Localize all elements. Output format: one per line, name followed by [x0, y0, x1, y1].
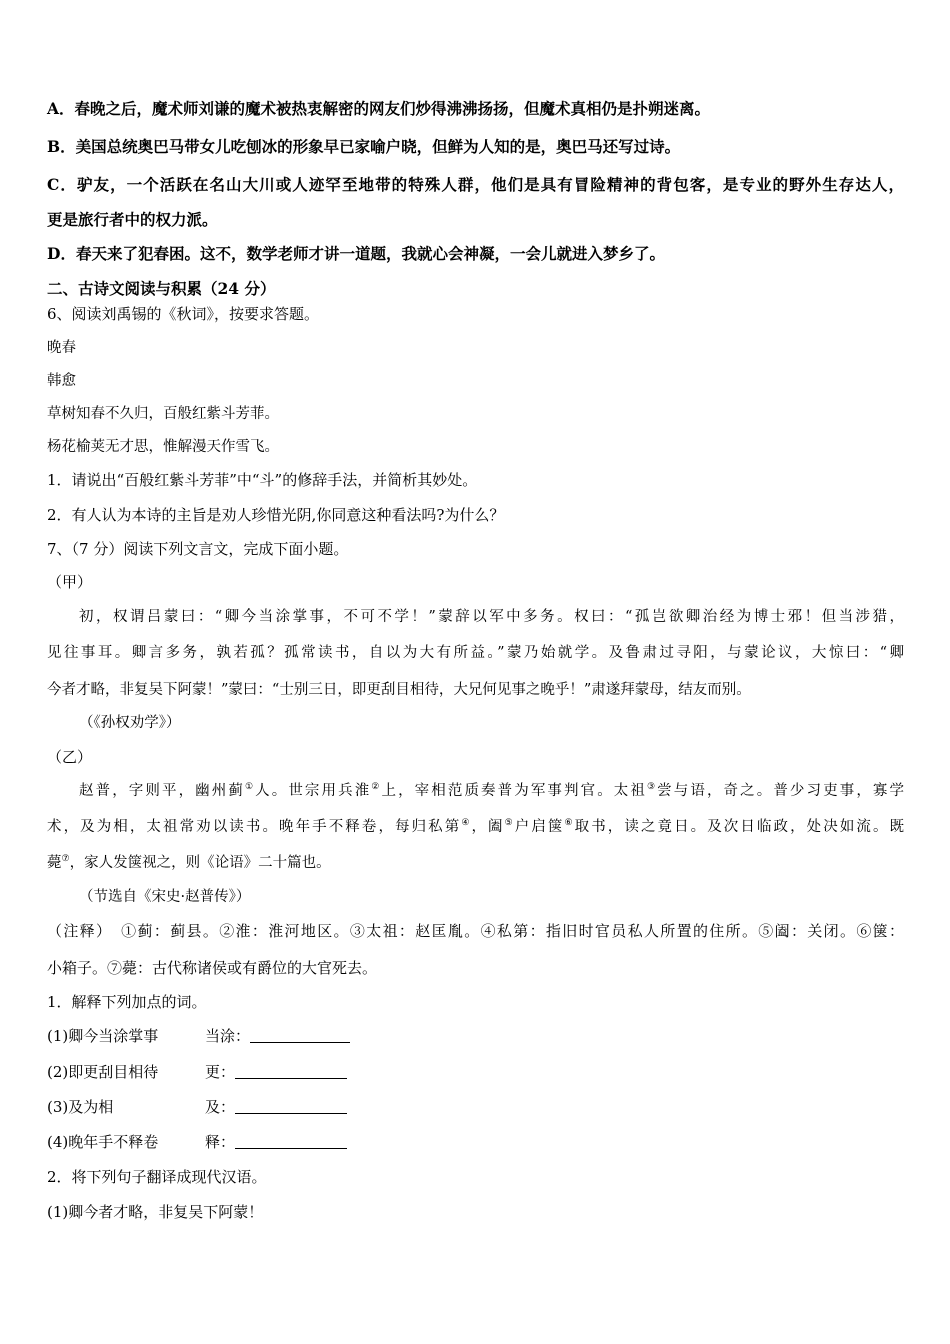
yi-label: （乙）: [47, 748, 93, 766]
note-ref-4: ④: [461, 818, 472, 828]
option-d: D．春天来了犯春困。这不，数学老师才讲一道题，我就心会神凝，一会儿就进入梦乡了。: [47, 244, 665, 263]
section-heading: 二、古诗文阅读与积累（24 分）: [47, 279, 276, 298]
jia-label: （甲）: [47, 573, 93, 591]
poem-line-2: 杨花榆荚无才思，惟解漫天作雪飞。: [47, 439, 279, 455]
q6-intro: 6、阅读刘禹锡的《秋词》，按要求答题。: [47, 305, 320, 323]
jia-source: （《孙权劝学》）: [79, 715, 181, 731]
note-ref-6: ⑥: [564, 818, 575, 828]
note-ref-7: ⑦: [61, 854, 70, 864]
q7-intro: 7、（7 分）阅读下列文言文，完成下面小题。: [47, 540, 349, 558]
q6-sub1: 1．请说出“百般红紫斗芳菲”中“斗”的修辞手法，并简析其妙处。: [47, 471, 478, 489]
yi-source: （节选自《宋史·赵普传》）: [79, 889, 251, 905]
jia-line-1: 初，权谓吕蒙曰：“卿今当涂掌事，不可不学！”蒙辞以军中多务。权曰：“孤岂欲卿治经为博士邪！但当涉猎，: [79, 609, 904, 625]
word-item-2: (2)即更刮目相待 更：: [47, 1062, 347, 1082]
word-item-3: (3)及为相 及：: [47, 1097, 347, 1117]
notes-line-2: 小箱子。⑦薨：古代称诸侯或有爵位的大官死去。: [47, 959, 378, 977]
answer-blank[interactable]: [250, 1028, 350, 1043]
option-c-line2: 更是旅行者中的权力派。: [47, 210, 218, 229]
exercise-1: 1．解释下列加点的词。: [47, 993, 207, 1011]
answer-blank[interactable]: [235, 1099, 347, 1114]
poem-author: 韩愈: [47, 373, 76, 389]
note-ref-1: ①: [244, 782, 256, 792]
option-c-line1: C．驴友，一个活跃在名山大川或人迹罕至地带的特殊人群，他们是具有冒险精神的背包客，是专业的野外生存达人，: [47, 175, 904, 194]
note-ref-2: ②: [371, 782, 382, 792]
poem-title: 晚春: [47, 340, 76, 356]
poem-line-1: 草树知春不久归，百般红紫斗芳菲。: [47, 406, 279, 422]
jia-line-2: 见往事耳。卿言多务，孰若孤？孤常读书，自以为大有所益。”蒙乃始就学。及鲁肃过寻阳，与蒙论议，大惊曰：“卿: [47, 645, 904, 661]
yi-line-1: 赵普，字则平，幽州蓟①人。世宗用兵淮②上，宰相范质奏普为军事判官。太祖③尝与语，奇之。普少习吏事，寡学: [79, 782, 905, 799]
answer-blank[interactable]: [235, 1064, 347, 1079]
q6-sub2: 2．有人认为本诗的主旨是劝人珍惜光阴,你同意这种看法吗?为什么？: [47, 506, 505, 524]
option-a: A．春晚之后，魔术师刘谦的魔术被热衷解密的网友们炒得沸沸扬扬，但魔术真相仍是扑朔迷离。: [47, 99, 711, 118]
answer-blank[interactable]: [235, 1134, 347, 1149]
option-b: B．美国总统奥巴马带女儿吃刨冰的形象早已家喻户晓，但鲜为人知的是，奥巴马还写过诗。: [47, 137, 681, 156]
yi-line-2: 术，及为相，太祖常劝以读书。晚年手不释卷，每归私第④，阖⑤户启箧⑥取书，读之竟日。及次日临政，处决如流。既: [47, 818, 905, 835]
note-ref-3: ③: [647, 782, 658, 792]
jia-line-3: 今者才略，非复吴下阿蒙！”蒙曰：“士别三日，即更刮目相待，大兄何见事之晚乎！”肃遂拜蒙母，结友而别。: [47, 682, 751, 698]
word-item-1: (1)卿今当涂掌事 当涂：: [47, 1026, 350, 1046]
exercise-2: 2．将下列句子翻译成现代汉语。: [47, 1168, 267, 1186]
note-ref-5: ⑤: [504, 818, 515, 828]
yi-line-3: 薨⑦，家人发箧视之，则《论语》二十篇也。: [47, 854, 331, 871]
translate-item-1: (1)卿今者才略，非复吴下阿蒙！: [47, 1203, 264, 1221]
word-item-4: (4)晚年手不释卷 释：: [47, 1132, 347, 1152]
notes-line-1: （注释） ①蓟：蓟县。②淮：淮河地区。③太祖：赵匡胤。④私第：指旧时官员私人所置的住所。⑤阖：关闭。⑥箧：: [47, 922, 904, 940]
